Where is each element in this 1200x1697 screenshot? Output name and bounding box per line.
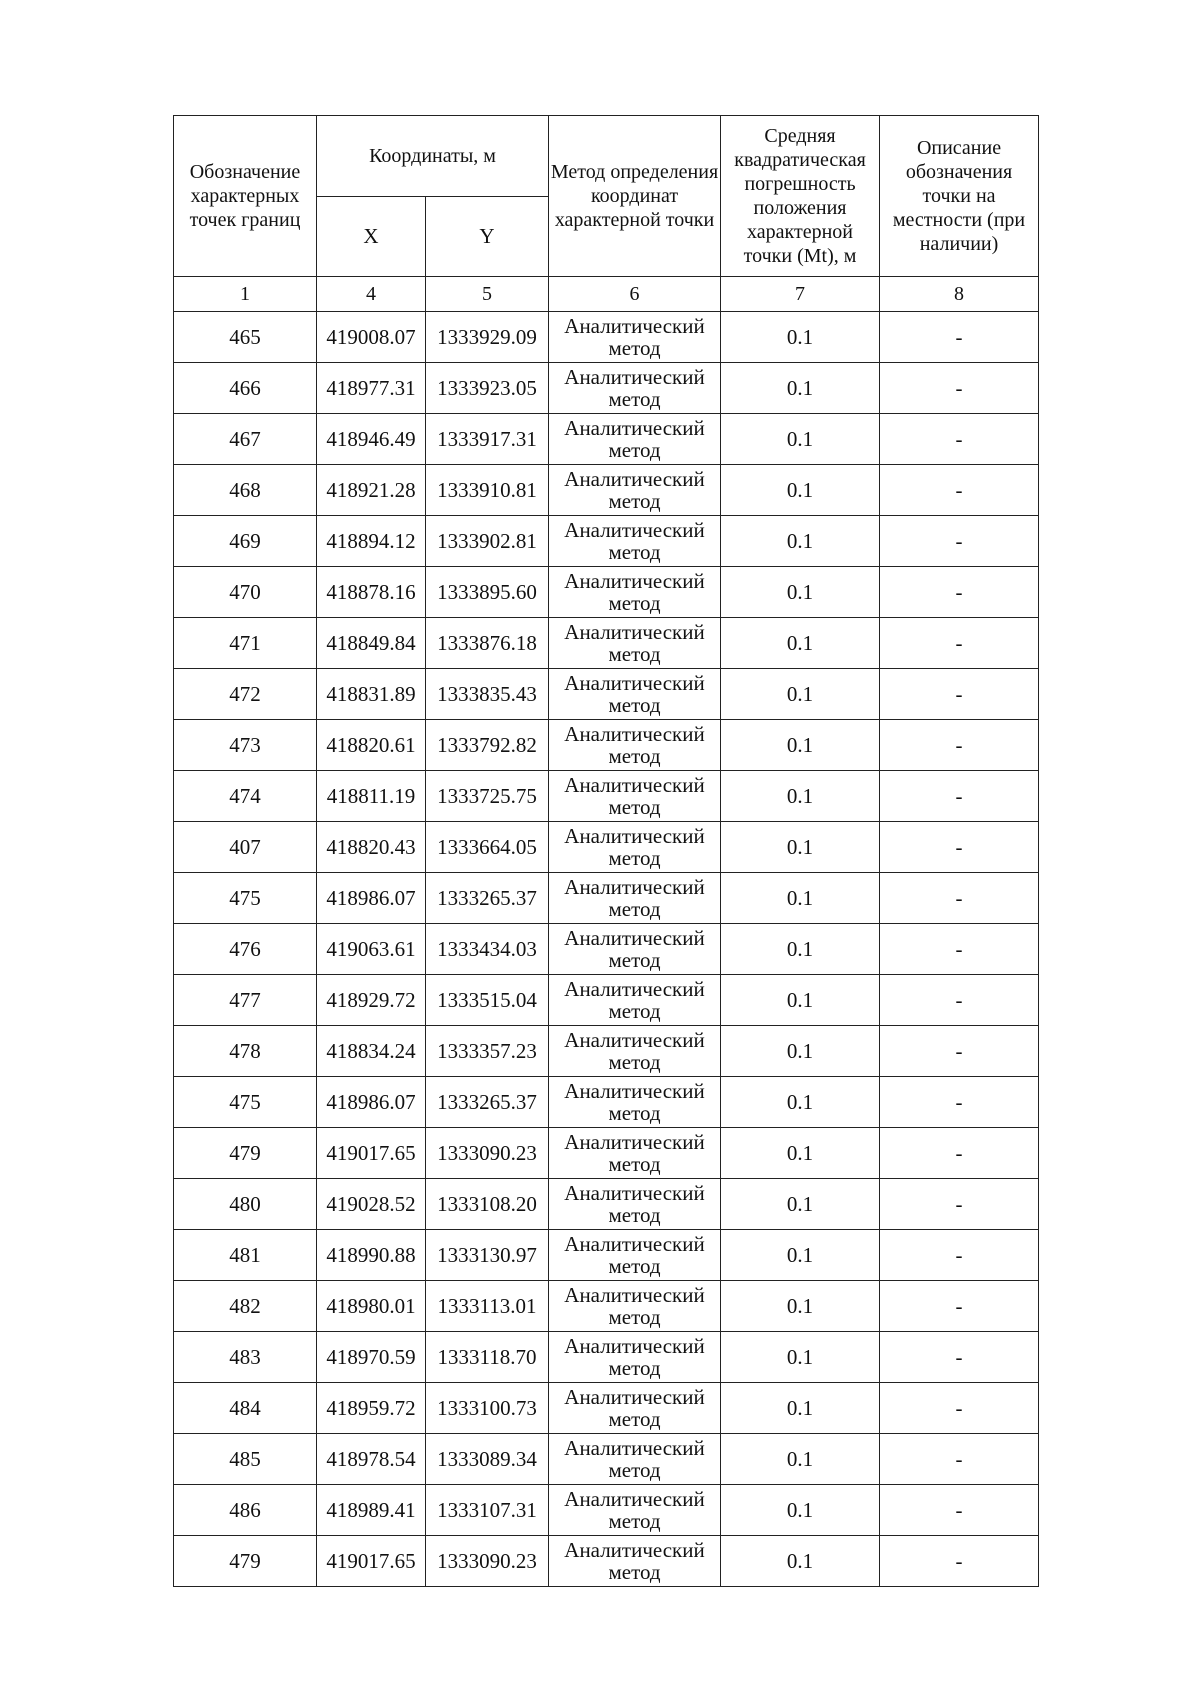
method-line: метод [608,591,661,615]
method-line: Аналитический [564,926,705,950]
method-cell [549,465,721,516]
method-line: Аналитический [564,977,705,1001]
method-line: Аналитический [564,416,705,440]
header-y: Y [426,197,549,277]
method-line: Аналитический [564,1487,705,1511]
y-cell: 1333902.81 [426,516,549,567]
table-row [174,312,1039,363]
x-cell: 418990.88 [317,1230,426,1281]
method-line: Аналитический [564,1436,705,1460]
error-cell: 0.1 [721,1383,880,1434]
description-cell: - [880,1536,1039,1587]
error-cell: 0.1 [721,1128,880,1179]
description-cell: - [880,1128,1039,1179]
y-cell: 1333792.82 [426,720,549,771]
point-cell: 471 [174,618,317,669]
error-cell: 0.1 [721,1332,880,1383]
description-cell: - [880,1332,1039,1383]
y-cell: 1333090.23 [426,1536,549,1587]
method-cell [549,1281,721,1332]
method-cell [549,1485,721,1536]
y-cell: 1333265.37 [426,873,549,924]
description-cell: - [880,465,1039,516]
point-cell: 473 [174,720,317,771]
table-row [174,1026,1039,1077]
error-cell: 0.1 [721,669,880,720]
method-line: метод [608,1407,661,1431]
point-cell: 474 [174,771,317,822]
y-cell: 1333108.20 [426,1179,549,1230]
table-row [174,771,1039,822]
header-error: Средняя квадратическая погрешность положения характерной точки (Mt), м [721,116,880,277]
method-cell [549,873,721,924]
column-number: 7 [721,277,880,312]
description-cell: - [880,873,1039,924]
x-cell: 418980.01 [317,1281,426,1332]
method-cell [549,1230,721,1281]
description-cell: - [880,1434,1039,1485]
y-cell: 1333118.70 [426,1332,549,1383]
table-row [174,1536,1039,1587]
point-cell: 486 [174,1485,317,1536]
error-cell: 0.1 [721,1179,880,1230]
method-cell [549,1536,721,1587]
error-cell: 0.1 [721,873,880,924]
method-line: Аналитический [564,314,705,338]
error-cell: 0.1 [721,720,880,771]
point-cell: 482 [174,1281,317,1332]
table-row [174,924,1039,975]
method-line: метод [608,1152,661,1176]
column-number: 4 [317,277,426,312]
method-line: Аналитический [564,671,705,695]
column-number: 1 [174,277,317,312]
table-row [174,363,1039,414]
header-row [174,116,1039,197]
x-cell: 418946.49 [317,414,426,465]
method-line: Аналитический [564,875,705,899]
method-line: метод [608,1050,661,1074]
x-cell: 418929.72 [317,975,426,1026]
column-number: 5 [426,277,549,312]
y-cell: 1333357.23 [426,1026,549,1077]
point-cell: 485 [174,1434,317,1485]
error-cell: 0.1 [721,924,880,975]
method-line: Аналитический [564,773,705,797]
x-cell: 418959.72 [317,1383,426,1434]
method-line: метод [608,1305,661,1329]
method-line: Аналитический [564,1232,705,1256]
method-cell [549,414,721,465]
table-row [174,1179,1039,1230]
method-line: метод [608,1101,661,1125]
y-cell: 1333107.31 [426,1485,549,1536]
table-row [174,975,1039,1026]
description-cell: - [880,975,1039,1026]
point-cell: 478 [174,1026,317,1077]
x-cell: 418978.54 [317,1434,426,1485]
method-line: Аналитический [564,1385,705,1409]
description-cell: - [880,618,1039,669]
description-cell: - [880,1281,1039,1332]
method-line: метод [608,1254,661,1278]
table-row [174,1383,1039,1434]
table-row [174,822,1039,873]
point-cell: 470 [174,567,317,618]
x-cell: 418970.59 [317,1332,426,1383]
error-cell: 0.1 [721,771,880,822]
method-line: метод [608,1203,661,1227]
table-row [174,669,1039,720]
method-line: метод [608,693,661,717]
method-line: метод [608,999,661,1023]
table-row [174,1128,1039,1179]
y-cell: 1333923.05 [426,363,549,414]
method-cell [549,975,721,1026]
point-cell: 479 [174,1536,317,1587]
x-cell: 418820.43 [317,822,426,873]
header-method: Метод определения координат характерной точки [549,116,721,277]
x-cell: 418989.41 [317,1485,426,1536]
y-cell: 1333515.04 [426,975,549,1026]
point-cell: 479 [174,1128,317,1179]
x-cell: 419017.65 [317,1128,426,1179]
table-row [174,1485,1039,1536]
table-body [174,312,1039,1587]
error-cell: 0.1 [721,1230,880,1281]
method-line: Аналитический [564,1334,705,1358]
method-line: метод [608,387,661,411]
method-line: метод [608,795,661,819]
method-line: метод [608,897,661,921]
error-cell: 0.1 [721,567,880,618]
error-cell: 0.1 [721,414,880,465]
table-row [174,465,1039,516]
table-row [174,516,1039,567]
method-line: Аналитический [564,620,705,644]
table-row [174,720,1039,771]
error-cell: 0.1 [721,1536,880,1587]
method-line: Аналитический [564,1130,705,1154]
method-cell [549,567,721,618]
point-cell: 468 [174,465,317,516]
method-cell [549,1128,721,1179]
method-line: метод [608,489,661,513]
description-cell: - [880,567,1039,618]
description-cell: - [880,1230,1039,1281]
column-number: 8 [880,277,1039,312]
y-cell: 1333910.81 [426,465,549,516]
y-cell: 1333434.03 [426,924,549,975]
error-cell: 0.1 [721,1434,880,1485]
point-cell: 475 [174,873,317,924]
method-cell [549,771,721,822]
header-description: Описание обозначения точки на местности (при наличии) [880,116,1039,277]
y-cell: 1333917.31 [426,414,549,465]
x-cell: 419028.52 [317,1179,426,1230]
method-cell [549,1332,721,1383]
table-row [174,1281,1039,1332]
method-cell [549,1383,721,1434]
point-cell: 484 [174,1383,317,1434]
y-cell: 1333100.73 [426,1383,549,1434]
description-cell: - [880,771,1039,822]
method-cell [549,516,721,567]
y-cell: 1333089.34 [426,1434,549,1485]
x-cell: 418894.12 [317,516,426,567]
error-cell: 0.1 [721,1281,880,1332]
x-cell: 418831.89 [317,669,426,720]
header-x: X [317,197,426,277]
point-cell: 407 [174,822,317,873]
method-line: Аналитический [564,365,705,389]
method-line: метод [608,948,661,972]
method-line: Аналитический [564,1028,705,1052]
y-cell: 1333876.18 [426,618,549,669]
coordinates-table [173,115,1039,1587]
table-row [174,1077,1039,1128]
method-line: метод [608,438,661,462]
method-line: Аналитический [564,722,705,746]
method-line: Аналитический [564,824,705,848]
x-cell: 418834.24 [317,1026,426,1077]
point-cell: 476 [174,924,317,975]
x-cell: 418849.84 [317,618,426,669]
description-cell: - [880,669,1039,720]
x-cell: 419063.61 [317,924,426,975]
method-line: Аналитический [564,1079,705,1103]
method-line: Аналитический [564,1538,705,1562]
error-cell: 0.1 [721,516,880,567]
error-cell: 0.1 [721,1077,880,1128]
method-line: Аналитический [564,1283,705,1307]
description-cell: - [880,363,1039,414]
method-cell [549,1179,721,1230]
method-cell [549,618,721,669]
method-line: метод [608,1458,661,1482]
point-cell: 467 [174,414,317,465]
error-cell: 0.1 [721,618,880,669]
method-cell [549,822,721,873]
column-number: 6 [549,277,721,312]
x-cell: 418820.61 [317,720,426,771]
method-line: метод [608,1356,661,1380]
x-cell: 418878.16 [317,567,426,618]
x-cell: 419017.65 [317,1536,426,1587]
point-cell: 472 [174,669,317,720]
error-cell: 0.1 [721,1026,880,1077]
y-cell: 1333664.05 [426,822,549,873]
method-cell [549,1077,721,1128]
method-line: Аналитический [564,518,705,542]
description-cell: - [880,414,1039,465]
y-cell: 1333113.01 [426,1281,549,1332]
y-cell: 1333929.09 [426,312,549,363]
method-cell [549,312,721,363]
x-cell: 418811.19 [317,771,426,822]
point-cell: 477 [174,975,317,1026]
y-cell: 1333130.97 [426,1230,549,1281]
description-cell: - [880,1179,1039,1230]
y-cell: 1333090.23 [426,1128,549,1179]
header-coordinates: Координаты, м [317,116,549,197]
table-row [174,618,1039,669]
x-cell: 419008.07 [317,312,426,363]
y-cell: 1333265.37 [426,1077,549,1128]
description-cell: - [880,720,1039,771]
point-cell: 466 [174,363,317,414]
error-cell: 0.1 [721,1485,880,1536]
table-row [174,567,1039,618]
method-line: метод [608,1560,661,1584]
point-cell: 483 [174,1332,317,1383]
method-line: метод [608,540,661,564]
error-cell: 0.1 [721,465,880,516]
description-cell: - [880,1026,1039,1077]
error-cell: 0.1 [721,975,880,1026]
method-line: метод [608,336,661,360]
method-cell [549,1434,721,1485]
y-cell: 1333895.60 [426,567,549,618]
y-cell: 1333835.43 [426,669,549,720]
method-cell [549,363,721,414]
method-line: Аналитический [564,467,705,491]
point-cell: 469 [174,516,317,567]
method-cell [549,720,721,771]
method-cell [549,669,721,720]
column-number-row [174,277,1039,312]
point-cell: 481 [174,1230,317,1281]
description-cell: - [880,516,1039,567]
description-cell: - [880,1077,1039,1128]
description-cell: - [880,312,1039,363]
description-cell: - [880,924,1039,975]
description-cell: - [880,822,1039,873]
method-line: Аналитический [564,569,705,593]
method-cell [549,1026,721,1077]
method-line: метод [608,642,661,666]
x-cell: 418986.07 [317,1077,426,1128]
x-cell: 418921.28 [317,465,426,516]
table-row [174,1332,1039,1383]
table-row [174,873,1039,924]
point-cell: 475 [174,1077,317,1128]
method-line: Аналитический [564,1181,705,1205]
x-cell: 418977.31 [317,363,426,414]
table-row [174,414,1039,465]
table-row [174,1230,1039,1281]
header-point: Обозначение характерных точек границ [174,116,317,277]
error-cell: 0.1 [721,822,880,873]
method-cell [549,924,721,975]
description-cell: - [880,1485,1039,1536]
method-line: метод [608,1509,661,1533]
error-cell: 0.1 [721,363,880,414]
method-line: метод [608,744,661,768]
x-cell: 418986.07 [317,873,426,924]
point-cell: 480 [174,1179,317,1230]
point-cell: 465 [174,312,317,363]
description-cell: - [880,1383,1039,1434]
table-row [174,1434,1039,1485]
method-line: метод [608,846,661,870]
y-cell: 1333725.75 [426,771,549,822]
error-cell: 0.1 [721,312,880,363]
